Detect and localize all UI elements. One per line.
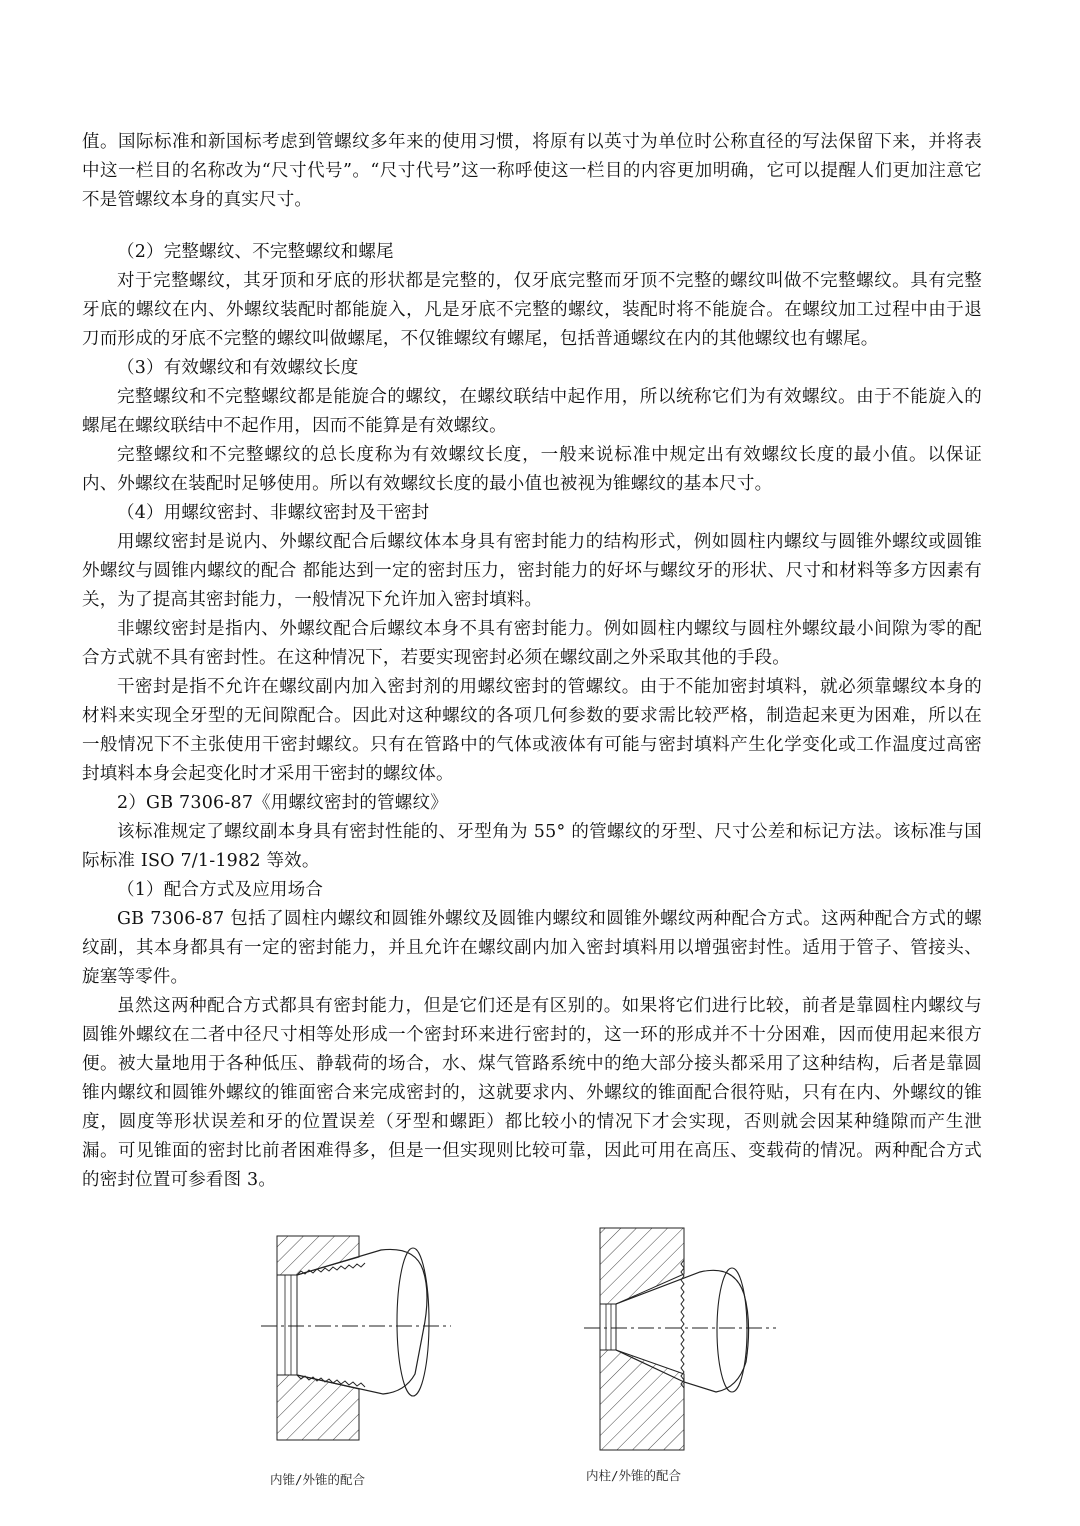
heading-complete-thread: （2）完整螺纹、不完整螺纹和螺尾 [117,242,394,262]
paragraph-continuation: 值。国际标准和新国标考虑到管螺纹多年来的使用习惯，将原有以英寸为单位时公称直径的写法保留下来，并将表中这一栏目的名称改为“尺寸代号”。“尺寸代号”这一称呼使这一栏目的内容更加明确，它可以提醒人们更加注意它不是管螺纹本身的真实尺寸。 [82,132,982,210]
paragraph: 该标准规定了螺纹副本身具有密封性能的、牙型角为 55° 的管螺纹的牙型、尺寸公差和标记方法。该标准与国际标准 ISO 7/1-1982 等效。 [82,822,982,871]
body-text [82,128,982,1195]
heading-effective-thread: （3）有效螺纹和有效螺纹长度 [117,358,359,378]
paragraph: 干密封是指不允许在螺纹副内加入密封剂的用螺纹密封的管螺纹。由于不能加密封填料，就必须靠螺纹本身的材料来实现全牙型的无间隙配合。因此对这种螺纹的各项几何参数的要求需比较严格，制造起来更为困难，所以在一般情况下不主张使用干密封螺纹。只有在管路中的气体或液体有可能与密封填料产生化学变化或工作温度过高密封填料本身会起变化时才采用干密封的螺纹体。 [82,677,982,784]
paragraph: 虽然这两种配合方式都具有密封能力，但是它们还是有区别的。如果将它们进行比较，前者是靠圆柱内螺纹与圆锥外螺纹在二者中径尺寸相等处形成一个密封环来进行密封的，这一环的形成并不十分困难，因而使用起来很方便。被大量地用于各种低压、静载荷的场合，水、煤气管路系统中的绝大部分接头都采用了这种结构，后者是靠圆锥内螺纹和圆锥外螺纹的锥面密合来完成密封的，这就要求内、外螺纹的锥面配合很符贴，只有在内、外螺纹的锥度，圆度等形状误差和牙的位置误差（牙型和螺距）都比较小的情况下才会实现，否则就会因某种缝隙而产生泄漏。可见锥面的密封比前者困难得多，但是一但实现则比较可靠，因此可用在高压、变载荷的情况。两种配合方式的密封位置可参看图 3。 [82,996,982,1190]
paragraph: 对于完整螺纹，其牙顶和牙底的形状都是完整的，仅牙底完整而牙顶不完整的螺纹叫做不完整螺纹。具有完整牙底的螺纹在内、外螺纹装配时都能旋入，凡是牙底不完整的螺纹，装配时将不能旋合。在螺纹加工过程中由于退刀而形成的牙底不完整的螺纹叫做螺尾，不仅锥螺纹有螺尾，包括普通螺纹在内的其他螺纹也有螺尾。 [82,271,982,349]
figure-area [0,1222,1080,1502]
thread-fit-diagram-taper-taper [255,1222,455,1454]
paragraph: 用螺纹密封是说内、外螺纹配合后螺纹体本身具有密封能力的结构形式，例如圆柱内螺纹与圆锥外螺纹或圆锥外螺纹与圆锥内螺纹的配合 都能达到一定的密封压力，密封能力的好坏与螺纹牙的形状、尺寸和材料等多方因素有关，为了提高其密封能力，一般情况下允许加入密封填料。 [82,532,982,610]
paragraph: GB 7306-87 包括了圆柱内螺纹和圆锥外螺纹及圆锥内螺纹和圆锥外螺纹两种配合方式。这两种配合方式的螺纹副，其本身都具有一定的密封能力，并且允许在螺纹副内加入密封填料用以增强密封性。适用于管子、管接头、旋塞等零件。 [82,909,982,987]
paragraph: 非螺纹密封是指内、外螺纹配合后螺纹本身不具有密封能力。例如圆柱内螺纹与圆柱外螺纹最小间隙为零的配合方式就不具有密封性。在这种情况下，若要实现密封必须在螺纹副之外采取其他的手段。 [82,619,982,668]
paragraph: 完整螺纹和不完整螺纹的总长度称为有效螺纹长度，一般来说标准中规定出有效螺纹长度的最小值。以保证内、外螺纹在装配时足够使用。所以有效螺纹长度的最小值也被视为锥螺纹的基本尺寸。 [82,445,982,494]
thread-fit-diagram-cylinder-taper [580,1222,780,1454]
heading-fit-modes: （1）配合方式及应用场合 [117,880,324,900]
heading-sealing: （4）用螺纹密封、非螺纹密封及干密封 [117,503,430,523]
paragraph-gap [82,215,982,238]
figure-caption-right: 内柱/外锥的配合 [586,1468,682,1483]
figure-caption-left: 内锥/外锥的配合 [270,1472,366,1487]
paragraph: 完整螺纹和不完整螺纹都是能旋合的螺纹，在螺纹联结中起作用，所以统称它们为有效螺纹。由于不能旋入的螺尾在螺纹联结中不起作用，因而不能算是有效螺纹。 [82,387,982,436]
heading-gb7306: 2）GB 7306-87《用螺纹密封的管螺纹》 [117,793,448,813]
